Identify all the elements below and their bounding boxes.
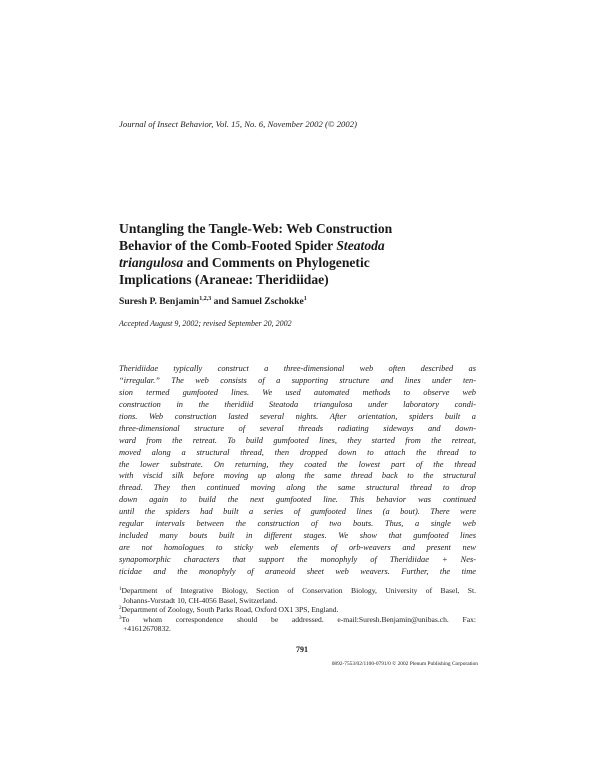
title-genus-name: Steatoda xyxy=(336,238,385,253)
author-name: Samuel Zschokke xyxy=(231,296,304,307)
page-number: 791 xyxy=(296,645,308,654)
acceptance-dates: Accepted August 9, 2002; revised September 20, 2002 xyxy=(119,319,292,328)
footnote-3 xyxy=(119,615,476,634)
footnote-line: +41612670832. xyxy=(123,624,171,634)
abstract-line: down again to build the next gumfooted line. This behavior was continued xyxy=(119,495,476,505)
author-joiner: and xyxy=(211,296,232,307)
footnote-mark: 3 xyxy=(119,615,122,621)
abstract-line: the lower substrate. On returning, they coated the lowest part of the thread xyxy=(119,459,476,469)
footnote-line: $^1$Department of Integrative Biology, Section of Conservation Biology, University of Basel, St. xyxy=(119,586,476,595)
abstract-line: ticidae and the monophyly of araneoid sheet web weavers. Further, the time xyxy=(119,566,476,576)
abstract-line: tions. Web construction lasted several nights. After orientation, spiders built a xyxy=(119,411,476,421)
footnote-line: Johanns-Vorstadt 10, CH-4056 Basel, Switzerland. xyxy=(123,595,278,605)
footnote-mark: 1 xyxy=(119,587,122,592)
abstract-line: regular intervals between the construction of two bouts. Thus, a single web xyxy=(119,519,476,529)
abstract-line: ward from the retreat. To build gumfooted lines, they started from the retreat, xyxy=(119,435,476,445)
affiliation-marks: 1,2,3 xyxy=(199,296,212,302)
title-line-4: Implications (Araneae: Theridiidae) xyxy=(119,272,329,287)
affiliation-marks: 1 xyxy=(303,296,307,302)
footnotes xyxy=(119,586,476,634)
abstract-line: three-dimensional structure of several threads radiating sideways and down- xyxy=(119,423,476,433)
author-list xyxy=(119,296,307,307)
footnote-1 xyxy=(119,586,476,605)
title-line-1: Untangling the Tangle-Web: Web Construction xyxy=(119,221,393,236)
author-name: Suresh P. Benjamin xyxy=(119,296,200,307)
footnote-mark: 2 xyxy=(119,606,122,612)
abstract-line: sion termed gumfooted lines. We used automated methods to observe web xyxy=(119,387,476,397)
abstract-line: thread. They then continued moving along the same structural thread to drop xyxy=(119,483,476,493)
footnote-line: $^3$To whom correspondence should be addressed. e-mail:Suresh.Benjamin@unibas.ch. Fax: xyxy=(119,614,476,624)
abstract-line: are not homologues to sticky web elements of orb-weavers and present new xyxy=(119,543,476,553)
footnote-line: $^2$Department of Zoology, South Parks Road, Oxford OX1 3PS, England. xyxy=(119,605,339,615)
title-line-3-text: and Comments on Phylogenetic xyxy=(183,255,370,270)
article-title xyxy=(119,220,439,288)
abstract-line: moved along a structural thread, then dropped down to attach the thread to xyxy=(119,447,476,457)
abstract-line: until the spiders had built a series of gumfooted lines (a bout). There were xyxy=(119,507,476,517)
abstract-line: with viscid silk before moving up along the same thread back to the structural xyxy=(119,471,476,481)
abstract-line: “irregular.” The web consists of a supporting structure and lines under ten- xyxy=(119,375,476,385)
abstract-line: included many bouts built in different stages. We show that gumfooted lines xyxy=(119,531,476,541)
abstract-line: construction in the theridiid Steatoda triangulosa under laboratory condi- xyxy=(119,399,476,409)
journal-citation: Journal of Insect Behavior, Vol. 15, No. 6, November 2002 (© 2002) xyxy=(119,119,358,129)
footnote-2 xyxy=(119,605,476,615)
abstract-line: Theridiidae typically construct a three-dimensional web often described as xyxy=(119,364,476,373)
title-species-name: triangulosa xyxy=(119,255,184,270)
title-line-2-text: Behavior of the Comb-Footed Spider xyxy=(119,238,337,253)
abstract-line: synapomorphic characters that support the monophyly of Theridiidae + Nes- xyxy=(119,555,476,564)
abstract xyxy=(119,363,476,578)
copyright-line: 0892-7553/02/1100-0791/0 © 2002 Plenum Publishing Corporation xyxy=(331,661,478,667)
